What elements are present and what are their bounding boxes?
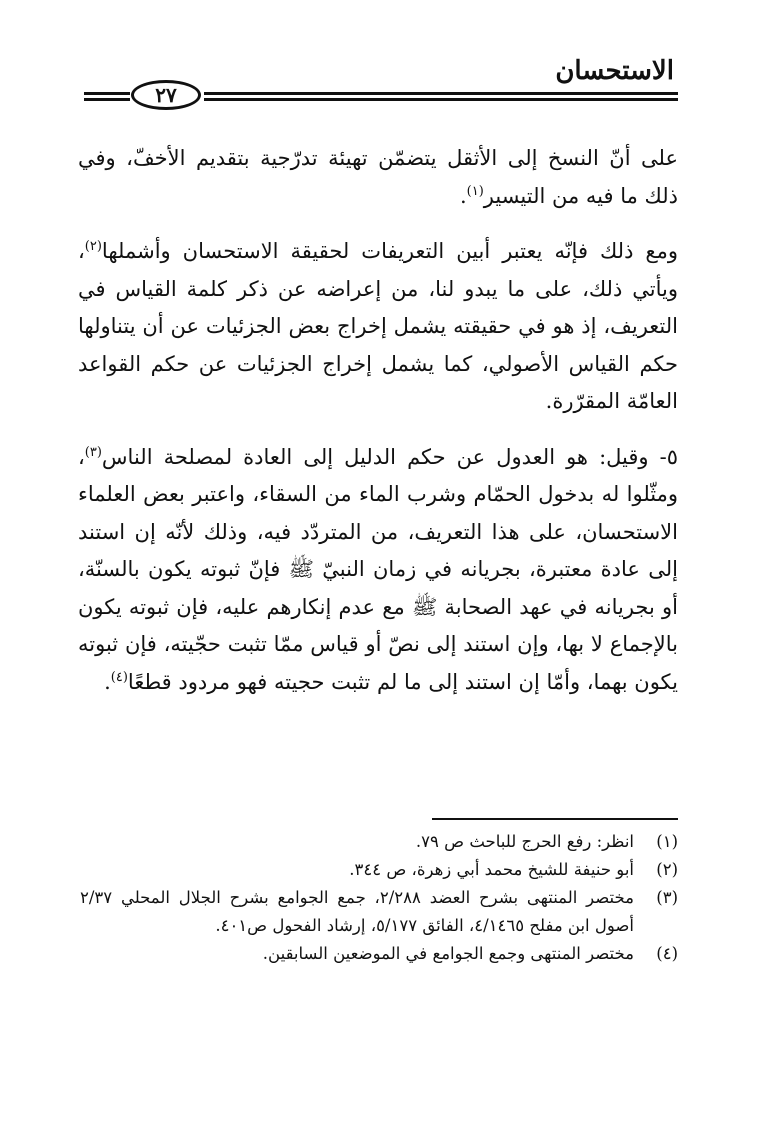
page-number (131, 80, 201, 110)
paragraph-text: ومع ذلك فإنّه يعتبر أبين التعريفات لحقيقة الاستحسان وأشملها (101, 239, 678, 263)
footnote-text: انظر: رفع الحرج للباحث ص ٧٩. (415, 832, 634, 851)
footnote-ref[interactable]: (٤) (110, 669, 128, 685)
main-text (78, 140, 678, 701)
paragraph-text: على أنّ النسخ إلى الأثقل يتضمّن تهيئة تدرّجية بتقديم الأخفّ، وفي ذلك ما فيه من التيسير (78, 146, 678, 208)
footnote-number: (٢) (656, 860, 678, 879)
footnote-item (80, 940, 678, 968)
paragraph-text: ، ويأتي ذلك، على ما يبدو لنا، من إعراضه عن ذكر كلمة القياس في التعريف، إذ هو في حقيقته يشمل إخراج بعض الجزئيات عن أن يتناولها حكم القياس الأصولي، كما يشمل إخراج الجزئيات عن حكم القواعد العامّة المقرّرة. (78, 239, 678, 413)
footnote-number: (٤) (656, 944, 678, 963)
footnote-text: مختصر المنتهى بشرح العضد ٢/٢٨٨، جمع الجوامع بشرح الجلال المحلي ٢/٣٧ أصول ابن مفلح ٤/١٤٦٥، الفائق ٥/١٧٧، إرشاد الفحول ص٤٠١. (80, 888, 634, 935)
chapter-title: الاستحسان (555, 56, 674, 86)
footnote-item (80, 884, 678, 940)
footnote-ref[interactable]: (٢) (84, 239, 102, 254)
paragraph (78, 233, 678, 421)
footnote-item (80, 828, 678, 856)
paragraph-text: ، ومثّلوا له بدخول الحمّام وشرب الماء من السقاء، واعتبر بعض العلماء الاستحسان، على هذا التعريف، من المتردّد فيه، وذلك لأنّه إن استند إلى عادة معتبرة، بجريانه في زمان النبيّ ﷺ فإنّ ثبوته يكون بالسنّة، أو بجريانه في عهد الصحابة ﷺ مع عدم إنكارهم عليه، فإن ثبوته يكون بالإجماع لا بها، وإن استند إلى نصّ أو قياس ممّا تثبت حجّيته، فإن ثبوته يكون بهما، وأمّا إن استند إلى ما لم تثبت حجيته فهو مردود قطعًا (78, 444, 678, 694)
header-rule (84, 98, 130, 101)
footnote-separator (432, 818, 678, 820)
header-rule (204, 92, 678, 95)
footnotes (80, 828, 678, 968)
footnote-item (80, 856, 678, 884)
footnote-ref[interactable]: (١) (466, 183, 484, 199)
footnote-number: (١) (656, 832, 678, 851)
paragraph (78, 140, 678, 215)
footnote-text: أبو حنيفة للشيخ محمد أبي زهرة، ص ٣٤٤. (349, 860, 634, 879)
header-rule (204, 98, 678, 101)
page-number-text: ٢٧ (155, 83, 177, 107)
footnote-number: (٣) (656, 888, 678, 907)
paragraph (78, 439, 678, 702)
footnote-text: مختصر المنتهى وجمع الجوامع في الموضعين السابقين. (262, 944, 634, 963)
header-rule (84, 92, 130, 95)
paragraph-text: . (459, 183, 467, 208)
paragraph-text: . (104, 669, 111, 694)
paragraph-text: ٥- وقيل: هو العدول عن حكم الدليل إلى العادة لمصلحة الناس (101, 444, 678, 469)
footnote-ref[interactable]: (٣) (84, 444, 102, 460)
